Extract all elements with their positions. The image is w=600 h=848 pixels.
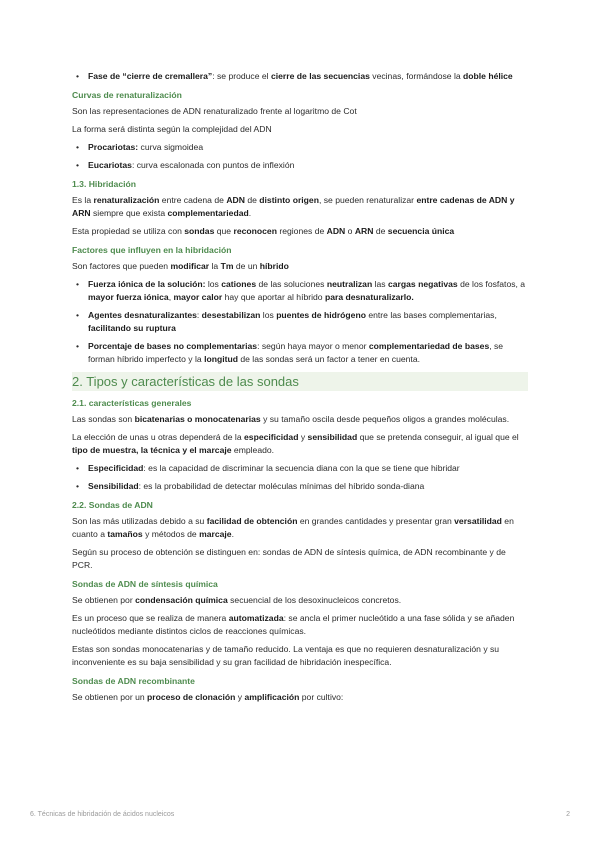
list-item: • Procariotas: curva sigmoidea [76, 142, 204, 152]
chapter-heading: 2. Tipos y características de las sondas [72, 372, 528, 391]
paragraph: Las sondas son bicatenarias o monocatenarias y su tamaño oscila desde pequeños oligos a grandes moléculas. [72, 414, 510, 424]
paragraph: Estas son sondas monocatenarias y de tamaño reducido. La ventaja es que no requieren desnaturalización y su inconveniente es su baja sensibilidad y su gran facilidad de hibridación inespecífica. [72, 644, 500, 667]
section-heading: Sondas de ADN recombinante [72, 676, 195, 686]
list-item: • Especificidad: es la capacidad de discriminar la secuencia diana con la que se tiene que hibridar [76, 463, 460, 473]
paragraph: Se obtienen por condensación química secuencial de los desoxinucleicos concretos. [72, 595, 402, 605]
bullet-list [72, 70, 528, 83]
bullet-list [72, 141, 528, 172]
section-heading: Sondas de ADN de síntesis química [72, 579, 218, 589]
bullet-list [72, 278, 528, 366]
paragraph: Son las representaciones de ADN renaturalizado frente al logaritmo de Cot [72, 106, 357, 116]
paragraph: La forma será distinta según la complejidad del ADN [72, 124, 272, 134]
paragraph: Esta propiedad se utiliza con sondas que reconocen regiones de ADN o ARN de secuencia única [72, 226, 455, 236]
list-item: • Sensibilidad: es la probabilidad de detectar moléculas mínimas del híbrido sonda-diana [76, 481, 425, 491]
paragraph: Según su proceso de obtención se distinguen en: sondas de ADN de síntesis química, de ADN recombinante y de PCR. [72, 547, 506, 570]
page-number: 2 [566, 811, 570, 818]
paragraph: Se obtienen por un proceso de clonación y amplificación por cultivo: [72, 692, 344, 702]
paragraph: La elección de unas u otras dependerá de la especificidad y sensibilidad que se pretenda conseguir, al igual que el tipo de muestra, la técnica y el marcaje empleado. [72, 432, 519, 455]
paragraph: Es la renaturalización entre cadena de ADN de distinto origen, se pueden renaturalizar entre cadenas de ADN y ARN siempre que exista complementariedad. [72, 195, 515, 218]
section-heading: 2.1. características generales [72, 398, 192, 408]
list-item: • Fuerza iónica de la solución: los cationes de las soluciones neutralizan las cargas negativas de los fosfatos, a mayor fuerza iónica, mayor calor hay que aportar al híbrido para desnaturalizarlo. [76, 279, 526, 302]
list-item: • Agentes desnaturalizantes: desestabilizan los puentes de hidrógeno entre las bases complementarias, facilitando su ruptura [76, 310, 497, 333]
section-heading: Factores que influyen en la hibridación [72, 245, 232, 255]
paragraph: Son las más utilizadas debido a su facilidad de obtención en grandes cantidades y presentar gran versatilidad en cuanto a tamaños y métodos de marcaje. [72, 516, 514, 539]
bullet-list [72, 462, 528, 493]
list-item: • Eucariotas: curva escalonada con puntos de inflexión [76, 160, 295, 170]
document-body [72, 70, 528, 709]
list-item: • Porcentaje de bases no complementarias: según haya mayor o menor complementariedad de bases, se forman híbrido imperfecto y la longitud de las sondas será un factor a tener en cuenta. [76, 341, 504, 364]
section-heading: 1.3. Hibridación [72, 179, 136, 189]
page-footer [30, 810, 570, 820]
paragraph: Son factores que pueden modificar la Tm de un híbrido [72, 261, 289, 271]
footer-title: 6. Técnicas de hibridación de ácidos nucleicos [30, 811, 175, 818]
paragraph: Es un proceso que se realiza de manera automatizada: se ancla el primer nucleótido a una fase sólida y se añaden nucleótidos mediante distintos ciclos de reacciones químicas. [72, 613, 515, 636]
section-heading: Curvas de renaturalización [72, 90, 182, 100]
list-item: • Fase de “cierre de cremallera”: se produce el cierre de las secuencias vecinas, formándose la doble hélice [76, 71, 513, 81]
section-heading: 2.2. Sondas de ADN [72, 500, 153, 510]
